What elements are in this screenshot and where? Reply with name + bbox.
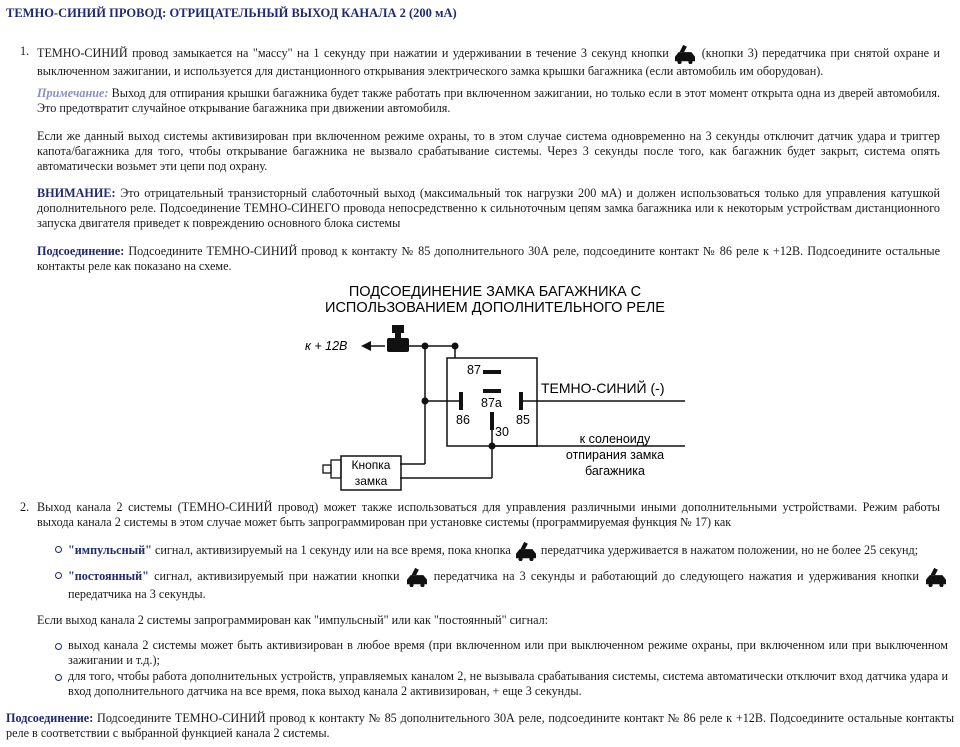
- warning-paragraph: ВНИМАНИЕ: Это отрицательный транзисторный слаботочный выход (максимальный ток нагрузки 200 мА) и должен использоваться только для управления катушкой дополнительного реле. Подсоединение ТЕМНО-СИНЕГО провода непосредственно к сильноточным цепям замка багажника или к некоторым устройствам дистанционного запуска двигателя приведет к повреждению основного блока системы: [37, 186, 940, 230]
- connection-paragraph: Подсоединение: Подсоедините ТЕМНО-СИНИЙ провод к контакту № 85 дополнительного 30А реле, подсоедините контакт № 86 реле к +12В. Подсоедините остальные контакты реле как показано на схеме.: [37, 244, 940, 273]
- button-label-2: замка: [354, 474, 388, 488]
- plus12-label: к + 12В: [305, 339, 348, 353]
- bullet-icon: [55, 572, 62, 579]
- trunk-button-icon: [514, 541, 538, 561]
- item-1-text: ТЕМНО-СИНИЙ провод замыкается на "массу" на 1 секунду при нажатии и удерживании в течение 3 секунд кнопки (кнопки 3) передатчика при снятой охране и выключенном зажигании, и используется для дистанционного открывания электрического замка крышки багажника (если автомобиль им оборудован).: [37, 45, 941, 78]
- fuse-icon: [387, 325, 409, 352]
- bullet-icon: [55, 643, 62, 650]
- button-label-1: Кнопка: [351, 458, 391, 472]
- warning-label: ВНИМАНИЕ:: [37, 186, 116, 200]
- programmed-paragraph: Если выход канала 2 системы запрограммирован как "импульсный" или как "постоянный" сигнал:: [37, 613, 549, 627]
- trunk-button-icon: [673, 44, 697, 64]
- page-title: ТЕМНО-СИНИЙ ПРОВОД: ОТРИЦАТЕЛЬНЫЙ ВЫХОД КАНАЛА 2 (200 мА): [6, 6, 457, 20]
- paragraph-armed: Если же данный выход системы активизирован при включенном режиме охраны, то в этом случае система одновременно на 3 секунды отключит датчик удара и триггер капота/багажника для того, чтобы открывание багажника не вызвало срабатывание системы. Через 3 секунды после того, как багажник будет закрыт, система опять автоматически возьмет эти цепи под охрану.: [37, 129, 940, 173]
- pin-87: 87: [467, 363, 481, 377]
- bullet-icon: [55, 546, 62, 553]
- pin-87a: 87а: [481, 396, 502, 410]
- bullet-sensor-bypass: для того, чтобы работа дополнительных устройств, управляемых каналом 2, не вызывала срабатывания системы, система автоматически отключит вход датчика удара и вход дополнительного датчика на все время, пока выход канала 2 активизирован, + еще 3 секунды.: [68, 669, 948, 698]
- diagram-title-line2: ИСПОЛЬЗОВАНИЕМ ДОПОЛНИТЕЛЬНОГО РЕЛЕ: [325, 300, 665, 316]
- pin-86: 86: [456, 413, 470, 427]
- item-1-number: 1.: [20, 44, 30, 58]
- arrow-icon: [361, 341, 371, 351]
- diagram-title-line1: ПОДСОЕДИНЕНИЕ ЗАМКА БАГАЖНИКА С: [348, 284, 642, 300]
- bullet-any-time: выход канала 2 системы может быть активизирован в любое время (при включенном или при выключенном режиме охраны, при включенном или при выключенном зажигании и т.д.);: [68, 638, 948, 667]
- connection-label: Подсоединение:: [37, 244, 125, 258]
- footer-connection: Подсоединение: Подсоедините ТЕМНО-СИНИЙ провод к контакту № 85 дополнительного 30А реле, подсоедините контакт № 86 реле к +12В. Подсоедините остальные контакты реле в соответствии с выбранной функцией канала 2 системы.: [6, 711, 955, 740]
- pin-85: 85: [516, 413, 530, 427]
- trunk-button-icon: [924, 567, 948, 587]
- item-2-text: Выход канала 2 системы (ТЕМНО-СИНИЙ провод) может также использоваться для управления различными иными дополнительными устройствами. Режим работы выхода канала 2 системы в этом случае может быть запрограммирован при установке системы (программируемая функция № 17) как: [37, 500, 940, 529]
- item-2-number: 2.: [20, 500, 30, 514]
- solenoid-label-3: багажника: [584, 464, 646, 478]
- solenoid-label-1: к соленоиду: [579, 432, 651, 446]
- wiring-diagram: [295, 280, 695, 495]
- bullet-impulse: "импульсный" сигнал, активизируемый на 1 секунду или на все время, пока кнопка передатчика удерживается в нажатом положении, но не более 25 секунд;: [68, 541, 948, 561]
- bullet-constant: "постоянный" сигнал, активизируемый при нажатии кнопки передатчика на 3 секунды и работающий до следующего нажатия и удерживания кнопки передатчика на 3 секунды.: [68, 567, 948, 602]
- solenoid-label-2: отпирания замка: [565, 448, 665, 462]
- footer-connection-label: Подсоединение:: [6, 711, 94, 725]
- bullet-icon: [55, 674, 62, 681]
- trunk-button-icon: [405, 567, 429, 587]
- note-label: Примечание:: [37, 86, 109, 100]
- note-paragraph: Примечание: Выход для отпирания крышки багажника будет также работать при включенном зажигании, но только если в этот момент открыта одна из дверей автомобиля. Это предотвратит случайное открывание багажника при движении автомобиля.: [37, 86, 941, 115]
- pin-30: 30: [495, 425, 509, 439]
- wire-label: ТЕМНО-СИНИЙ (-): [541, 380, 665, 396]
